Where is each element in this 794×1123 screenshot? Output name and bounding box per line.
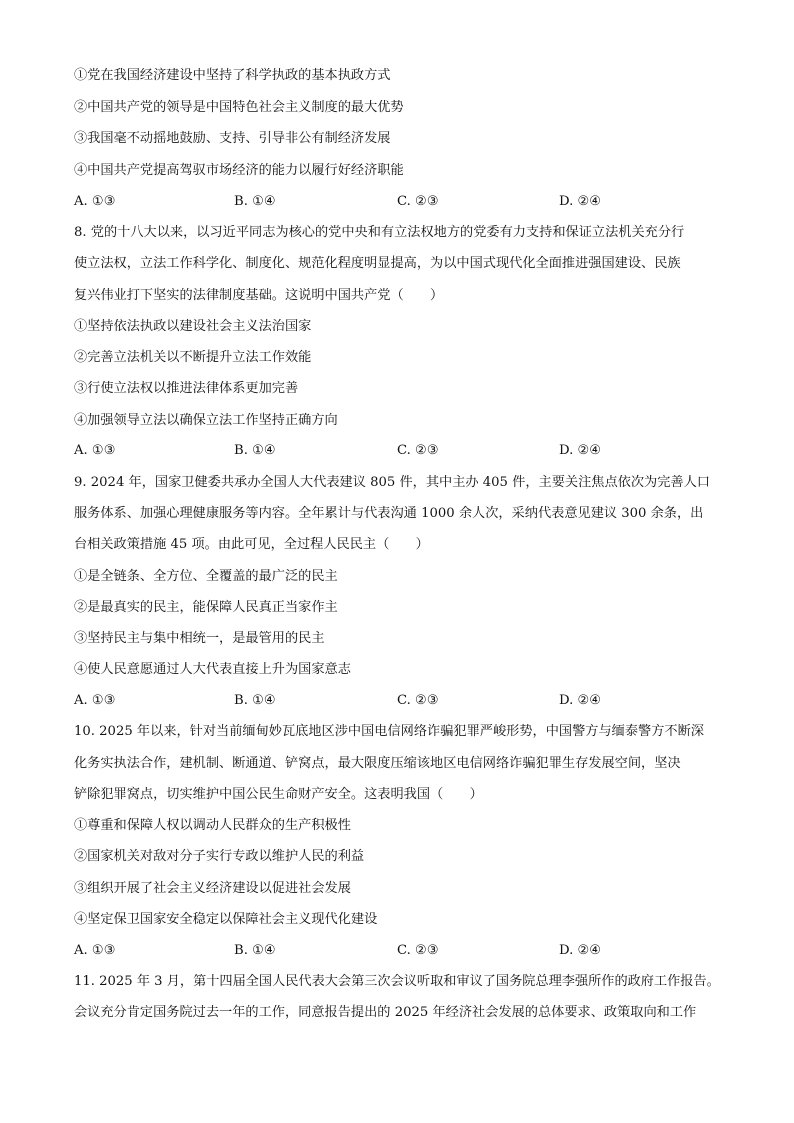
q8-item-1: ①坚持依法执政以建设社会主义法治国家 [74, 319, 312, 334]
q10-option-b: B. ①④ [234, 943, 276, 958]
q8-item-4: ④加强领导立法以确保立法工作坚持正确方向 [74, 413, 338, 428]
q10-item-2: ②国家机关对敌对分子实行专政以维护人民的利益 [74, 849, 365, 864]
q9-options [74, 693, 714, 709]
q8-item-3: ③行使立法权以推进法律体系更加完善 [74, 381, 299, 396]
q11-stem-line-2: 会议充分肯定国务院过去一年的工作，同意报告提出的 2025 年经济社会发展的总体要求、政策取向和工作 [74, 1005, 697, 1020]
q10-option-a: A. ①③ [74, 943, 116, 958]
q7-option-c: C. ②③ [397, 194, 439, 209]
q9-stem-line-1: 9. 2024 年，国家卫健委共承办全国人大代表建议 805 件，其中主办 405 件，主要关注焦点依次为完善人口 [74, 475, 710, 490]
q7-item-4: ④中国共产党提高驾驭市场经济的能力以履行好经济职能 [74, 163, 404, 178]
q7-item-2: ②中国共产党的领导是中国特色社会主义制度的最大优势 [74, 100, 404, 115]
q10-option-c: C. ②③ [397, 943, 439, 958]
q9-item-4: ④使人民意愿通过人大代表直接上升为国家意志 [74, 662, 351, 677]
q10-stem-line-1: 10. 2025 年以来，针对当前缅甸妙瓦底地区涉中国电信网络诈骗犯罪严峻形势，中国警方与缅泰警方不断深 [74, 724, 704, 739]
q8-stem-line-1: 8. 党的十八大以来，以习近平同志为核心的党中央和有立法权地方的党委有力支持和保证立法机关充分行 [74, 225, 685, 240]
q7-option-b: B. ①④ [234, 194, 276, 209]
q11-stem-line-1: 11. 2025 年 3 月，第十四届全国人民代表大会第三次会议听取和审议了国务院总理李强所作的政府工作报告。 [74, 974, 720, 989]
q7-options [74, 194, 714, 210]
q10-option-d: D. ②④ [559, 943, 602, 958]
q8-option-d: D. ②④ [559, 443, 602, 458]
q7-item-3: ③我国毫不动摇地鼓励、支持、引导非公有制经济发展 [74, 131, 391, 146]
q8-stem-line-2: 使立法权，立法工作科学化、制度化、规范化程度明显提高，为以中国式现代化全面推进强国建设、民族 [74, 256, 681, 271]
q8-option-c: C. ②③ [397, 443, 439, 458]
q9-option-b: B. ①④ [234, 693, 276, 708]
q9-stem-line-2: 服务体系、加强心理健康服务等内容。全年累计与代表沟通 1000 余人次，采纳代表意见建议 300 余条，出 [74, 506, 704, 521]
q10-item-1: ①尊重和保障人权以调动人民群众的生产积极性 [74, 818, 351, 833]
q10-stem-line-3: 铲除犯罪窝点，切实维护中国公民生命财产安全。这表明我国（ ） [74, 787, 483, 802]
q8-stem-line-3: 复兴伟业打下坚实的法律制度基础。这说明中国共产党（ ） [74, 288, 444, 303]
q9-item-3: ③坚持民主与集中相统一，是最管用的民主 [74, 631, 325, 646]
q9-option-a: A. ①③ [74, 693, 116, 708]
q9-option-c: C. ②③ [397, 693, 439, 708]
q8-options [74, 443, 714, 459]
q8-option-a: A. ①③ [74, 443, 116, 458]
q7-item-1: ①党在我国经济建设中坚持了科学执政的基本执政方式 [74, 68, 391, 83]
q9-item-2: ②是最真实的民主，能保障人民真正当家作主 [74, 600, 338, 615]
q10-stem-line-2: 化务实执法合作，建机制、断通道、铲窝点，最大限度压缩该地区电信网络诈骗犯罪生存发展空间，坚决 [74, 756, 681, 771]
q7-option-a: A. ①③ [74, 194, 116, 209]
q8-item-2: ②完善立法机关以不断提升立法工作效能 [74, 350, 312, 365]
q9-option-d: D. ②④ [559, 693, 602, 708]
q10-item-3: ③组织开展了社会主义经济建设以促进社会发展 [74, 881, 351, 896]
q8-option-b: B. ①④ [234, 443, 276, 458]
q9-stem-line-3: 台相关政策措施 45 项。由此可见，全过程人民民主（ ） [74, 537, 429, 552]
q10-item-4: ④坚定保卫国家安全稳定以保障社会主义现代化建设 [74, 912, 378, 927]
q7-option-d: D. ②④ [559, 194, 602, 209]
q10-options [74, 943, 714, 959]
q9-item-1: ①是全链条、全方位、全覆盖的最广泛的民主 [74, 569, 338, 584]
